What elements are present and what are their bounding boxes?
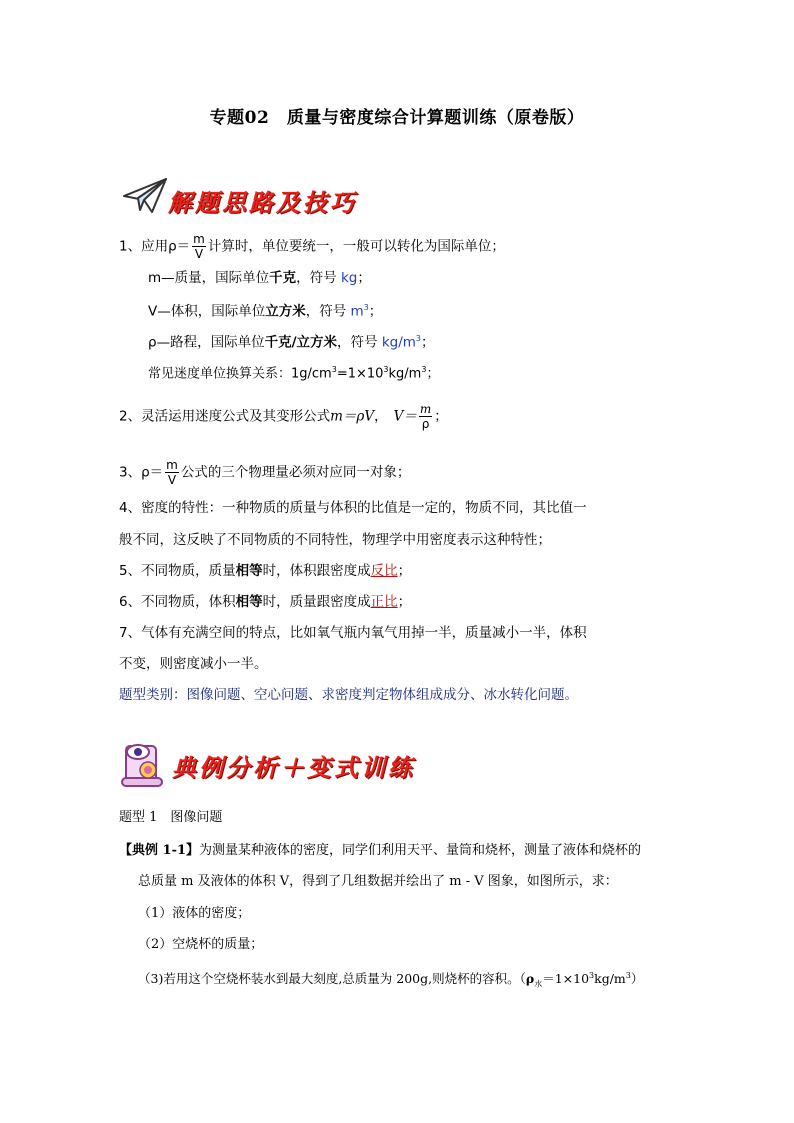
tip-line-4b: 般不同，这反映了不同物质的不同特性，物理学中用密度表示这种特性； — [119, 532, 551, 548]
question-2: （2）空烧杯的质量； — [138, 937, 264, 952]
example-line-2: 总质量 m 及液体的体积 V，得到了几组数据并绘出了 m - V 图象，如图所示，求： — [138, 874, 618, 889]
tip-density: ρ—路程，国际单位千克/立方米，符号 $kg/m^3$； — [148, 334, 435, 351]
tip-conversion: 常见迷度单位换算关系：$1g/cm^3=1\times 10^3kg/m^3$； — [148, 365, 440, 382]
section-banner-tips: 解题思路及技巧 — [168, 188, 357, 217]
paper-plane-icon — [122, 176, 168, 216]
formula-density-2: $\frac{m}{V}$ — [166, 458, 178, 487]
tip-line-4a: 4、密度的特性：一种物质的质量与体积的比值是一定的，物质不同，其比值一 — [119, 500, 587, 516]
problem-types: 题型类别：图像问题、空心问题、求密度判定物体组成成分、冰水转化问题。 — [119, 687, 578, 703]
scroll-eye-icon — [118, 738, 168, 790]
question-3: （3)若用这个空烧杯装水到最大刻度,总质量为 200g,则烧杯的容积。$(\rho_水=1\times 10^3kg/m^3)$ — [138, 971, 644, 989]
formula-volume: $\frac{m}{\rho}$ — [419, 402, 432, 431]
tip-line-7b: 不变，则密度减小一半。 — [119, 656, 268, 672]
tip-line-3: 3、ρ＝ $\frac{m}{V}$ 公式的三个物理量必须对应同一对象； — [119, 458, 411, 487]
question-type-label: 题型 1 图像问题 — [119, 810, 223, 825]
tip-volume: V—体积，国际单位立方米，符号 $m^3$； — [148, 303, 383, 320]
example-tag: 【典例 1-1】 — [119, 843, 200, 858]
formula-density: $\frac{m}{V}$ — [193, 232, 205, 261]
tip-line-5: 5、不同物质，质量相等时，体积跟密度成反比； — [119, 563, 412, 579]
tip-line-1: 1、应用ρ＝ $\frac{m}{V}$ 计算时，单位要统一，一般可以转化为国际单位； — [119, 232, 505, 261]
tip-line-2: 2、灵活运用迷度公式及其变形公式m＝ρV， V＝ $\frac{m}{\rho}$ ； — [119, 402, 448, 431]
tip-line-6: 6、不同物质，体积相等时，质量跟密度成正比； — [119, 594, 412, 610]
question-1: （1）液体的密度； — [138, 906, 251, 921]
tip-mass: m—质量，国际单位千克，符号 kg； — [148, 270, 371, 286]
example-line-1: 【典例 1-1】为测量某种液体的密度，同学们利用天平、量筒和烧杯，测量了液体和烧杯的 — [119, 843, 642, 858]
tip-line-7a: 7、气体有充满空间的特点，比如氧气瓶内氧气用掉一半，质量减小一半，体积 — [119, 625, 587, 641]
page-title: 专题02 质量与密度综合计算题训练（原卷版） — [209, 108, 585, 128]
section-banner-examples: 典例分析＋变式训练 — [172, 753, 415, 782]
